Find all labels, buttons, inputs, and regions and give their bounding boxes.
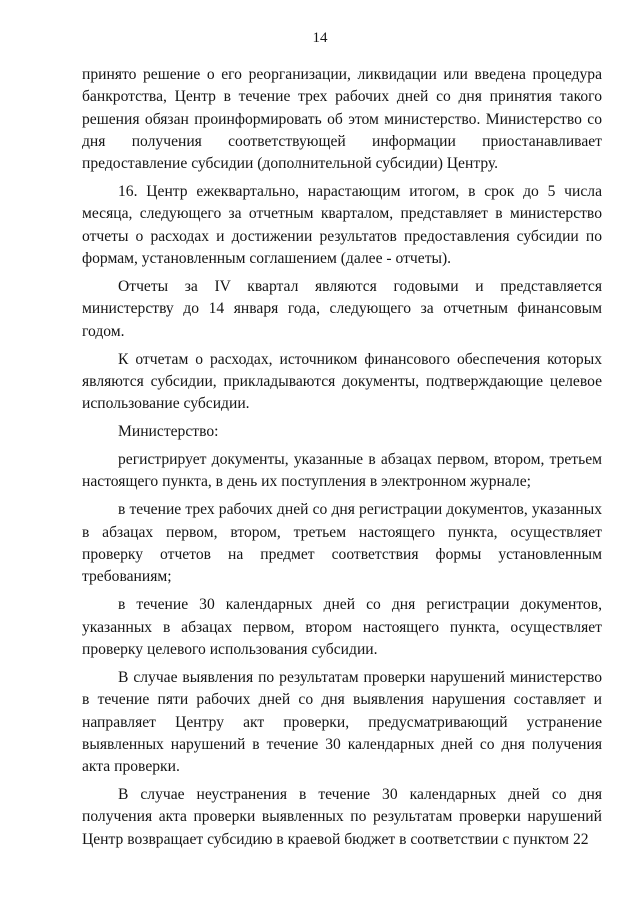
paragraph-form-check: в течение трех рабочих дней со дня регистрации документов, указанных в абзацах первом, втором, третьем настоящего пункта, осуществляет проверку отчетов на предмет соответствия формы установленным требованиям;	[82, 501, 602, 586]
paragraph-violations: В случае выявления по результатам проверки нарушений министерство в течение пяти рабочих дней со дня выявления нарушения составляет и направляет Центру акт проверки, предусматривающий устранение выявленных нарушений в течение 30 календарных дней со дня получения акта проверки.	[82, 668, 602, 776]
page-number: 14	[312, 30, 328, 46]
paragraph-annual-reports: Отчеты за IV квартал являются годовыми и представляется министерству до 14 января года, следующего за отчетным финансовым годом.	[82, 278, 602, 340]
paragraph-registration: регистрирует документы, указанные в абзацах первом, втором, третьем настоящего пункта, в день их поступления в электронном журнале;	[82, 451, 602, 491]
document-body	[82, 64, 602, 851]
paragraph-continuation: принято решение о его реорганизации, ликвидации или введена процедура банкротства, Центр в течение трех рабочих дней со дня принятия такого решения обязан проинформировать об этом министерство. Министерство со дня получения соответствующей информации приостанавливает предоставление субсидии (дополнительной субсидии) Центру.	[82, 66, 602, 173]
paragraph-attachments: К отчетам о расходах, источником финансового обеспечения которых являются субсидии, прикладываются документы, подтверждающие целевое использование субсидии.	[82, 350, 602, 413]
paragraph-refund: В случае неустранения в течение 30 календарных дней со дня получения акта проверки выявленных по результатам проверки нарушений Центр возвращает субсидию в краевой бюджет в соответствии с пунктом 22	[82, 786, 602, 848]
paragraph-ministry-heading: Министерство:	[118, 423, 219, 441]
paragraph-target-use-check: в течение 30 календарных дней со дня регистрации документов, указанных в абзацах первом, втором настоящего пункта, осуществляет проверку целевого использования субсидии.	[82, 596, 602, 658]
paragraph-item-16: 16. Центр ежеквартально, нарастающим итогом, в срок до 5 числа месяца, следующего за отчетным кварталом, представляет в министерство отчеты о расходах и достижении результатов предоставления субсидии по формам, установленным соглашением (далее - отчеты).	[82, 183, 602, 268]
